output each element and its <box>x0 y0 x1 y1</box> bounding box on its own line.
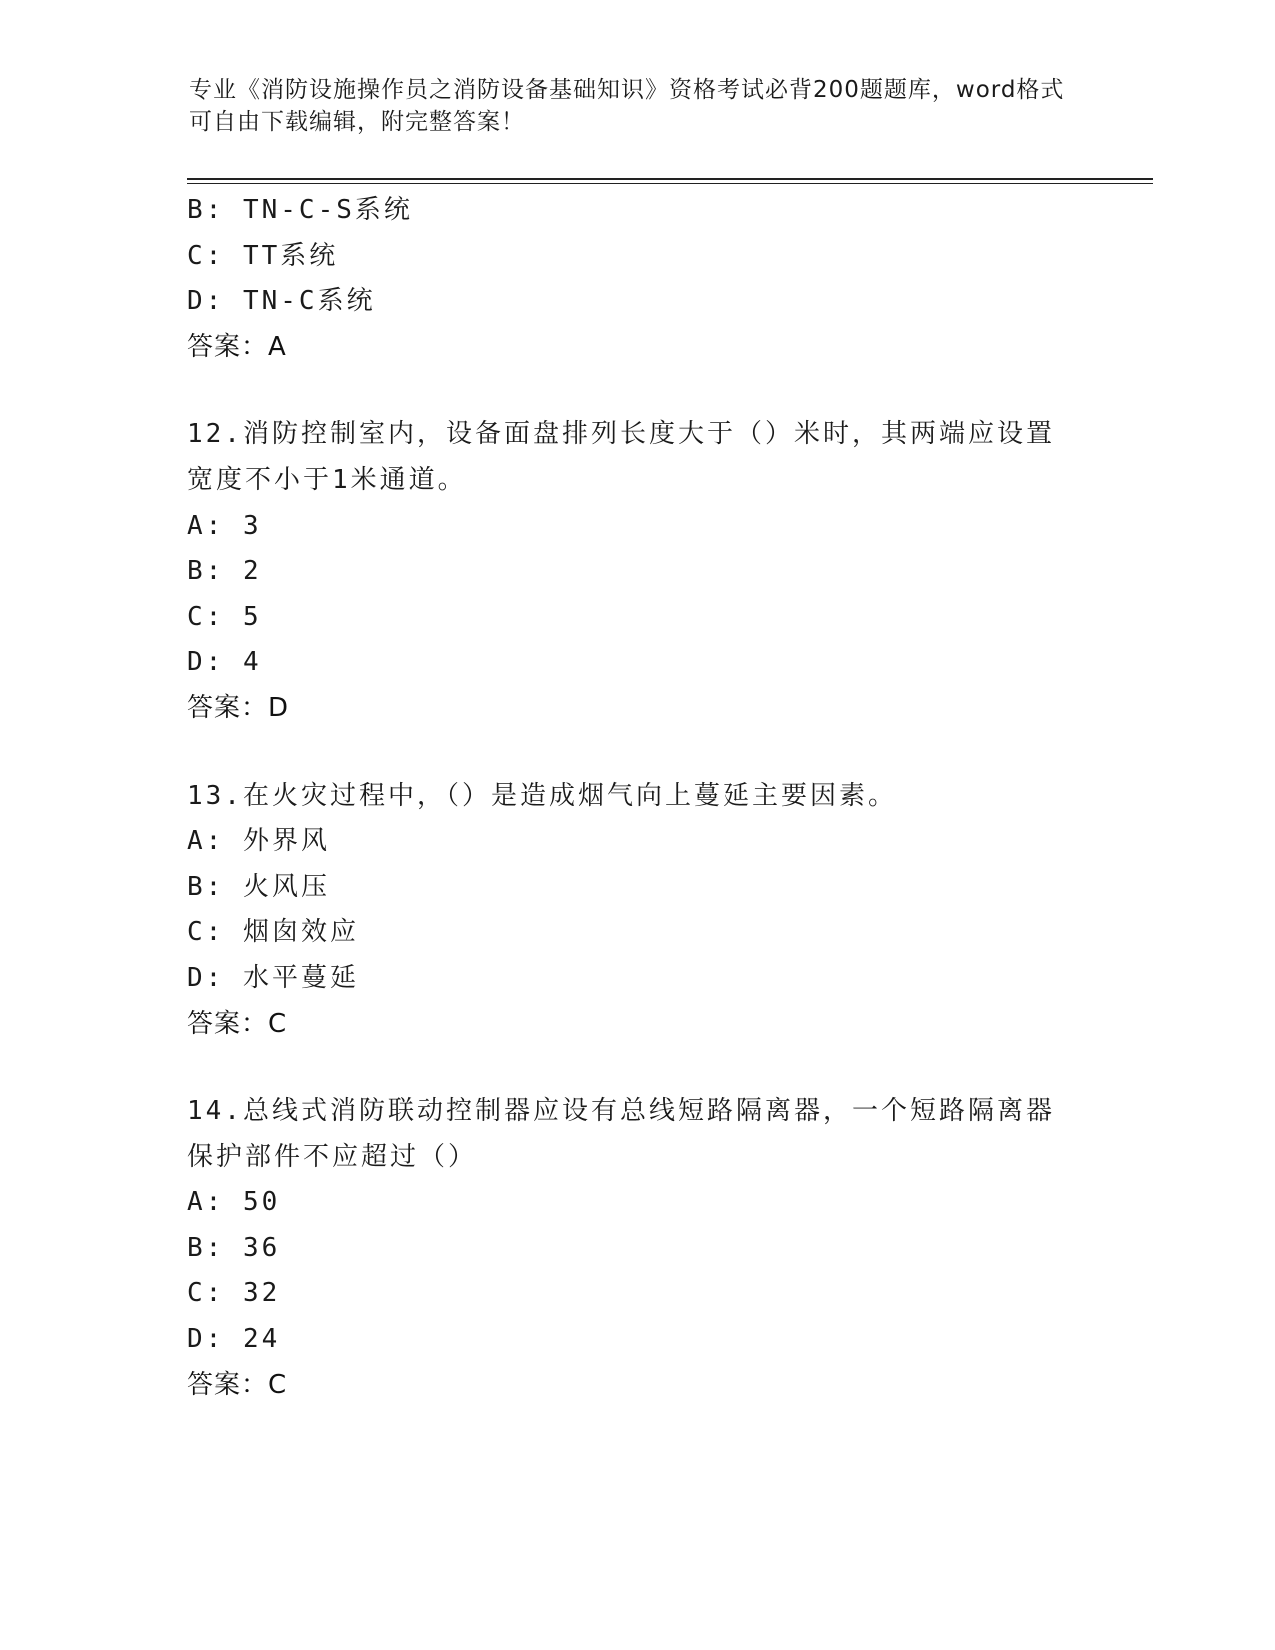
option-d: D: TN-C系统 <box>187 286 376 317</box>
option-b: B: 火风压 <box>187 871 330 902</box>
question-12 <box>187 412 1087 731</box>
question-stem: 13.在火灾过程中，（）是造成烟气向上蔓延主要因素。 <box>187 780 897 811</box>
option-c: C: TT系统 <box>187 240 339 271</box>
option-a: A: 3 <box>187 510 262 541</box>
option-a: A: 50 <box>187 1187 281 1218</box>
option-b: B: 2 <box>187 556 262 587</box>
answer-line: 答案：C <box>187 1369 288 1400</box>
header-divider <box>187 178 1153 184</box>
question-14 <box>187 1089 1087 1408</box>
option-b: B: TN-C-S系统 <box>187 195 413 225</box>
question-stem: 14.总线式消防联动控制器应设有总线短路隔离器，一个短路隔离器保护部件不应超过（） <box>187 1096 1055 1172</box>
question-13 <box>187 774 1087 1048</box>
option-a: A: 外界风 <box>187 826 330 857</box>
answer-line: 答案：A <box>187 331 287 362</box>
answer-line: 答案：C <box>187 1008 288 1039</box>
question-stem: 12.消防控制室内，设备面盘排列长度大于（）米时，其两端应设置宽度不小于1米通道。 <box>187 419 1055 495</box>
option-c: C: 32 <box>187 1278 281 1309</box>
option-c: C: 烟囱效应 <box>187 917 359 948</box>
option-d: D: 4 <box>187 647 262 678</box>
option-d: D: 水平蔓延 <box>187 962 359 993</box>
option-b: B: 36 <box>187 1232 281 1263</box>
document-header: 专业《消防设施操作员之消防设备基础知识》资格考试必背200题题库，word格式可自由下载编辑，附完整答案！ <box>189 77 1065 135</box>
option-d: D: 24 <box>187 1324 281 1355</box>
question-list <box>187 188 1087 1450</box>
option-c: C: 5 <box>187 601 262 632</box>
answer-line: 答案：D <box>187 692 290 723</box>
question-11-continued <box>187 188 1087 370</box>
